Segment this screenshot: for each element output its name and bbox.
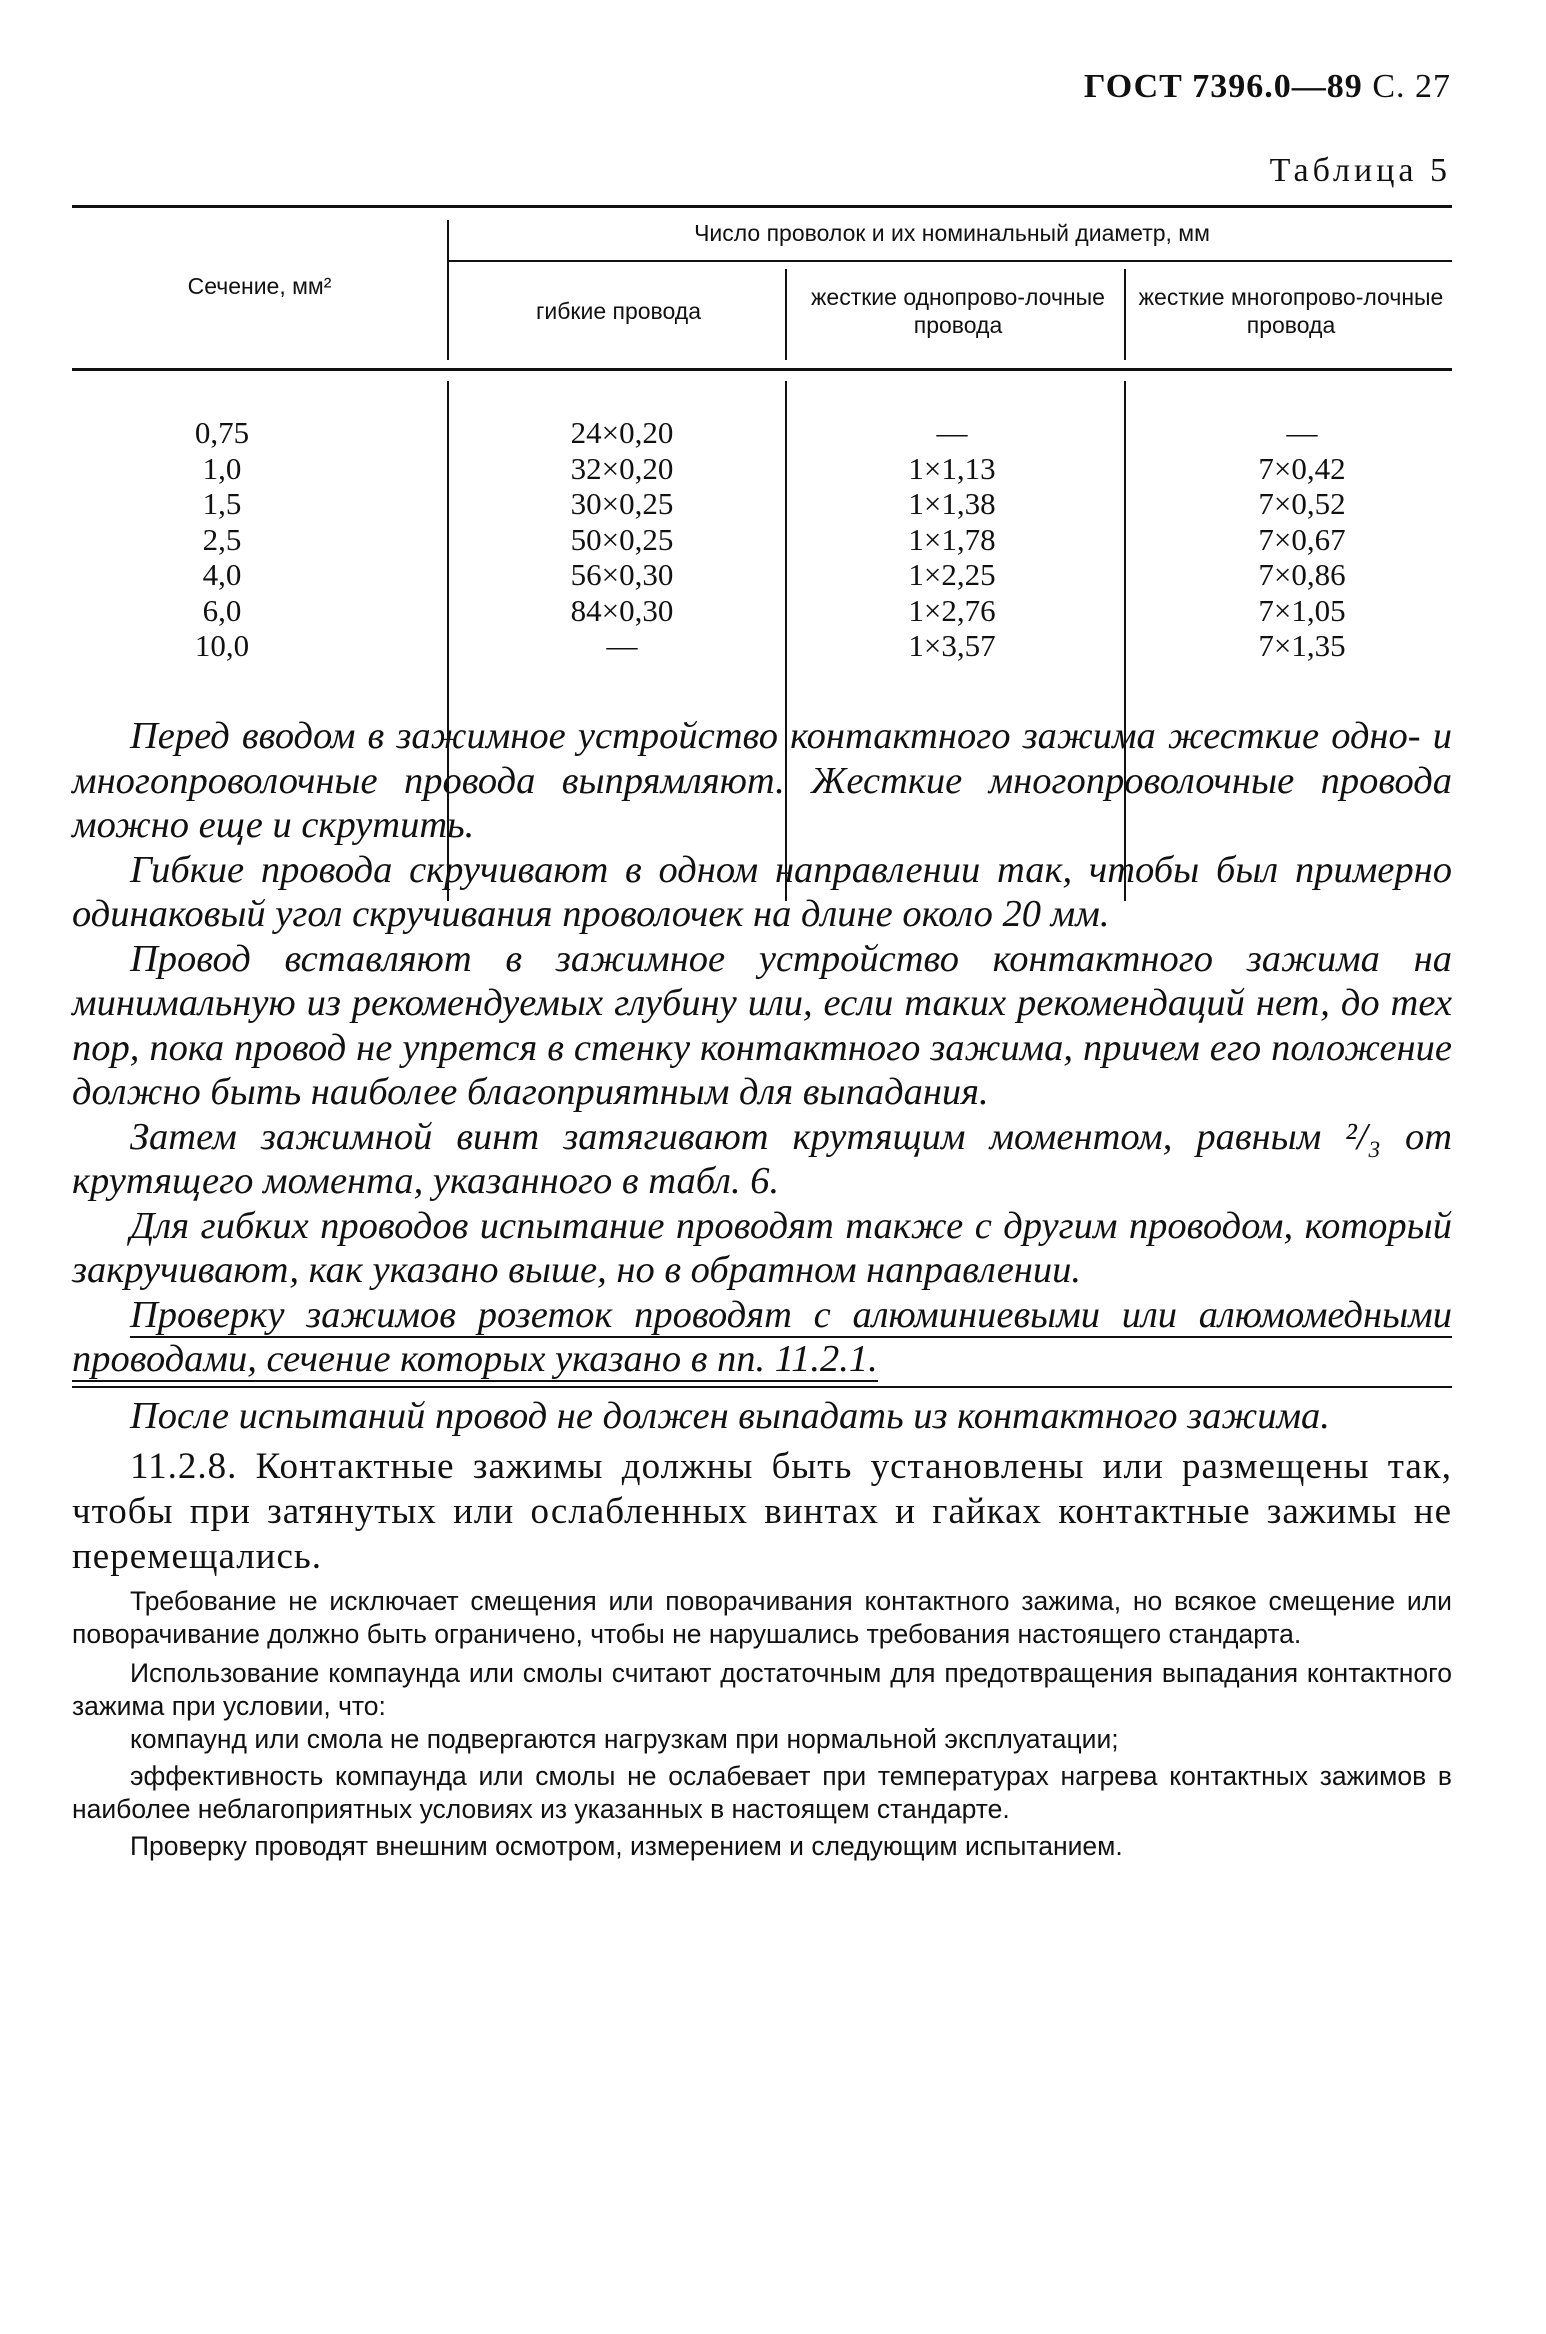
cell: 56×0,30 <box>570 557 674 592</box>
cell: 84×0,30 <box>570 592 674 628</box>
group-header-rule <box>447 260 1452 262</box>
cell: 6,0 <box>202 592 242 628</box>
cell: 7×1,05 <box>1258 592 1346 628</box>
col-rigid-multi-values <box>1222 415 1382 664</box>
header-section: Сечение, мм² <box>187 273 332 299</box>
cell: 1×2,76 <box>908 592 996 628</box>
cell: — <box>1286 415 1318 450</box>
paragraph-torque: Затем зажимной винт затягивают крутящим моментом, равным ²/₃ от крутящего момента, указанного в табл. 6. <box>72 1115 1452 1202</box>
col-rigid-single-values <box>872 415 1032 664</box>
paragraph-compound-temperature: эффективность компаунда или смолы не ослабевает при температурах нагрева контактных зажимов в наиболее неблагоприятных условиях из указанных в настоящем стандарте. <box>72 1761 1452 1824</box>
table-header-rule <box>72 368 1452 371</box>
paragraph-insert: Провод вставляют в зажимное устройство контактного зажима на минимальную из рекомендуемых глубину или, если таких рекомендаций нет, до тех пор, пока провод не упрется в стенку контактного зажима, причем его положение должно быть наиболее благоприятным для выпадания. <box>72 937 1452 1113</box>
paragraph-inspection: Проверку проводят внешним осмотром, измерением и следующим испытанием. <box>130 1831 1123 1861</box>
table-top-rule <box>72 205 1452 208</box>
body-text <box>72 714 1452 1863</box>
paragraph-requirement: Требование не исключает смещения или поворачивания контактного зажима, но всякое смещение или поворачивание должно быть ограничено, чтобы не нарушались требования настоящего стандарта. <box>72 1586 1452 1649</box>
cell: 30×0,25 <box>570 486 674 521</box>
cell: 1×2,25 <box>908 557 996 592</box>
page-number: С. 27 <box>1372 68 1451 105</box>
cell: 7×1,35 <box>1258 628 1346 663</box>
cell: 24×0,20 <box>570 415 674 450</box>
cell: — <box>936 415 968 450</box>
cell: 50×0,25 <box>570 521 674 557</box>
paragraph-twist: Гибкие провода скручивают в одном направлении так, чтобы был примерно одинаковый угол скручивания проволочек на длине около 20 мм. <box>72 848 1452 935</box>
header-group: Число проволок и их номинальный диаметр, мм <box>694 220 1210 246</box>
header-rigid-single: жесткие однопрово-лочные провода <box>811 284 1105 338</box>
cell: 32×0,20 <box>570 450 674 486</box>
clause-11-2-8: 11.2.8. Контактные зажимы должны быть установлены или размещены так, чтобы при затянутых или ослабленных винтах и гайках контактные зажимы не перемещались. <box>72 1446 1452 1577</box>
cell: 0,75 <box>194 415 250 450</box>
cell: 1,5 <box>202 486 242 521</box>
cell: 2,5 <box>202 521 242 557</box>
col-divider-2 <box>785 269 787 360</box>
cell: 1×1,78 <box>908 521 996 557</box>
paragraph-compound: Использование компаунда или смолы считают достаточным для предотвращения выпадания контактного зажима при условии, что: <box>72 1658 1452 1721</box>
cell: 1×3,57 <box>908 628 996 663</box>
cell: — <box>606 628 638 663</box>
cell: 1×1,13 <box>908 450 996 486</box>
cell: 1×1,38 <box>908 486 996 521</box>
standard-number: ГОСТ 7396.0—89 <box>1083 68 1363 105</box>
col-divider-1 <box>447 220 449 360</box>
cell: 1,0 <box>202 450 242 486</box>
cell: 10,0 <box>194 628 250 663</box>
cell: 7×0,86 <box>1258 557 1346 592</box>
divider-line <box>72 1386 1452 1394</box>
col-flexible-values <box>542 415 702 664</box>
paragraph-aluminium <box>72 1293 1452 1382</box>
table-label: Таблица 5 <box>1269 152 1451 189</box>
cell: 7×0,52 <box>1258 486 1346 521</box>
underlined-text: Проверку зажимов розеток проводят с алюминиевыми или алюмомедными проводами, сечение которых указано в пп. 11.2.1. <box>72 1293 1452 1380</box>
cell: 7×0,67 <box>1258 521 1346 557</box>
header-flexible: гибкие провода <box>536 298 701 324</box>
cell: 7×0,42 <box>1258 450 1346 486</box>
header-rigid-multi: жесткие многопрово-лочные провода <box>1138 284 1444 338</box>
paragraph-after-test: После испытаний провод не должен выпадать из контактного зажима. <box>130 1394 1330 1437</box>
cell: 4,0 <box>202 557 242 592</box>
paragraph-flexible-test: Для гибких проводов испытание проводят также с другим проводом, который закручивают, как указано выше, но в обратном направлении. <box>72 1204 1452 1291</box>
col-section-values <box>162 415 282 664</box>
paragraph-compound-loads: компаунд или смола не подвергаются нагрузкам при нормальной эксплуатации; <box>130 1724 1119 1754</box>
paragraph-straighten: Перед вводом в зажимное устройство контактного зажима жесткие одно- и многопроволочные провода выпрямляют. Жесткие многопроволочные провода можно еще и скрутить. <box>72 715 1452 846</box>
page-header <box>1084 68 1451 106</box>
col-divider-3 <box>1124 269 1126 360</box>
